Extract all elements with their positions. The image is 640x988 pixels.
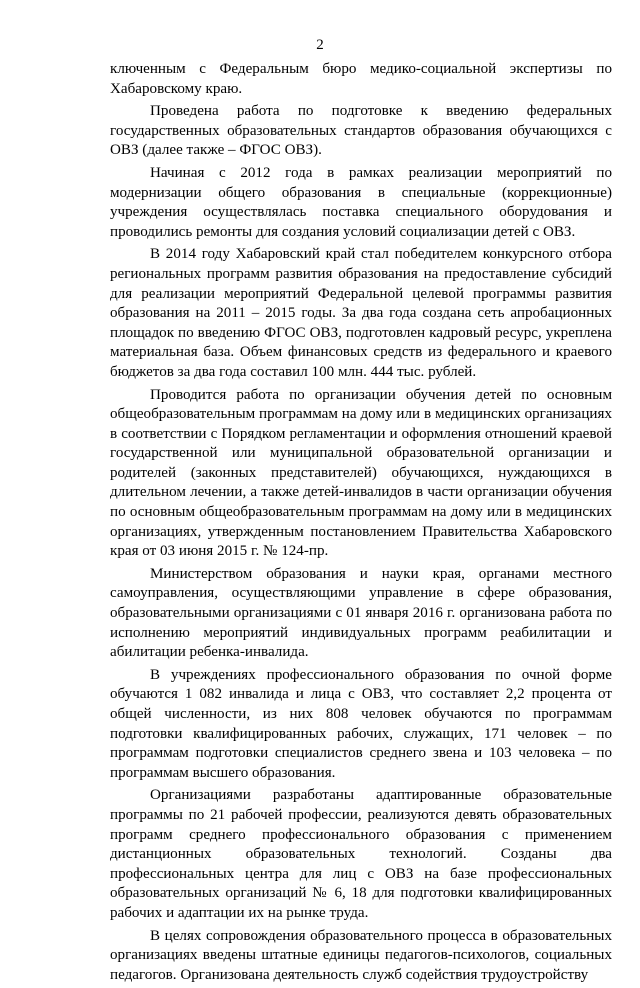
paragraph-support-services: В целях сопровождения образовательного процесса в образовательных организациях введены штатные единицы педагогов-психологов, социальных педагогов. Организована деятельность служб содействия трудоустройству — [110, 927, 612, 983]
paragraph-continuation: ключенным с Федеральным бюро медико-социальной экспертизы по Хабаровскому краю. — [110, 61, 612, 97]
paragraph-competition-2014: В 2014 году Хабаровский край стал победителем конкурсного отбора региональных программ развития образования на предоставление субсидий для реализации мероприятий Федеральной целевой программы развития образования на 2011 – 2015 годы. За два года создана сеть апробационных площадок по введению ФГОС ОВЗ, подготовлен кадровый ресурс, укреплена материальная база. Объем финансовых средств из федерального и краевого бюджетов за два года составил 100 млн. 444 тыс. рублей. — [110, 246, 612, 380]
paragraph-rehabilitation-programs: Министерством образования и науки края, органами местного самоуправления, осуществляющими управление в сфере образования, образовательными организациями с 01 января 2016 г. организована работа по исполнению мероприятий индивидуальных программ реабилитации и абилитации ребенка-инвалида. — [110, 565, 612, 661]
paragraph-home-education: Проводится работа по организации обучения детей по основным общеобразовательным программам на дому или в медицинских организациях в соответствии с Порядком регламентации и оформления отношений краевой государственной или муниципальной образовательной организации и родителей (законных представителей) обучающихся, нуждающихся в длительном лечении, а также детей-инвалидов в части организации обучения по основным общеобразовательным программам на дому или в медицинских организациях, утвержденным постановлением Правительства Хабаровского края от 03 июня 2015 г. № 124-пр. — [110, 386, 612, 560]
document-body — [110, 60, 612, 988]
paragraph-fgos-preparation: Проведена работа по подготовке к введению федеральных государственных образовательных стандартов образования обучающихся с ОВЗ (далее также – ФГОС ОВЗ). — [110, 103, 612, 159]
paragraph-adapted-programs: Организациями разработаны адаптированные образовательные программы по 21 рабочей профессии, реализуются девять образовательных программ среднего профессионального образования с применением дистанционных образовательных технологий. Созданы два профессиональных центра для лиц с ОВЗ на базе профессиональных образовательных организаций № 6, 18 для подготовки квалифицированных рабочих и адаптации их на рынке труда. — [110, 787, 612, 921]
paragraph-professional-education: В учреждениях профессионального образования по очной форме обучаются 1 082 инвалида и лица с ОВЗ, что составляет 2,2 процента от общей численности, из них 808 человек обучаются по программам подготовки квалифицированных рабочих, служащих, 171 человек – по программам подготовки специалистов среднего звена и 103 человека – по программам высшего образования. — [110, 666, 612, 781]
page-number: 2 — [316, 37, 324, 53]
paragraph-equipment-supply: Начиная с 2012 года в рамках реализации мероприятий по модернизации общего образования в специальные (коррекционные) учреждения осуществлялась поставка специального оборудования и проводились ремонты для создания условий социализации детей с ОВЗ. — [110, 164, 612, 240]
